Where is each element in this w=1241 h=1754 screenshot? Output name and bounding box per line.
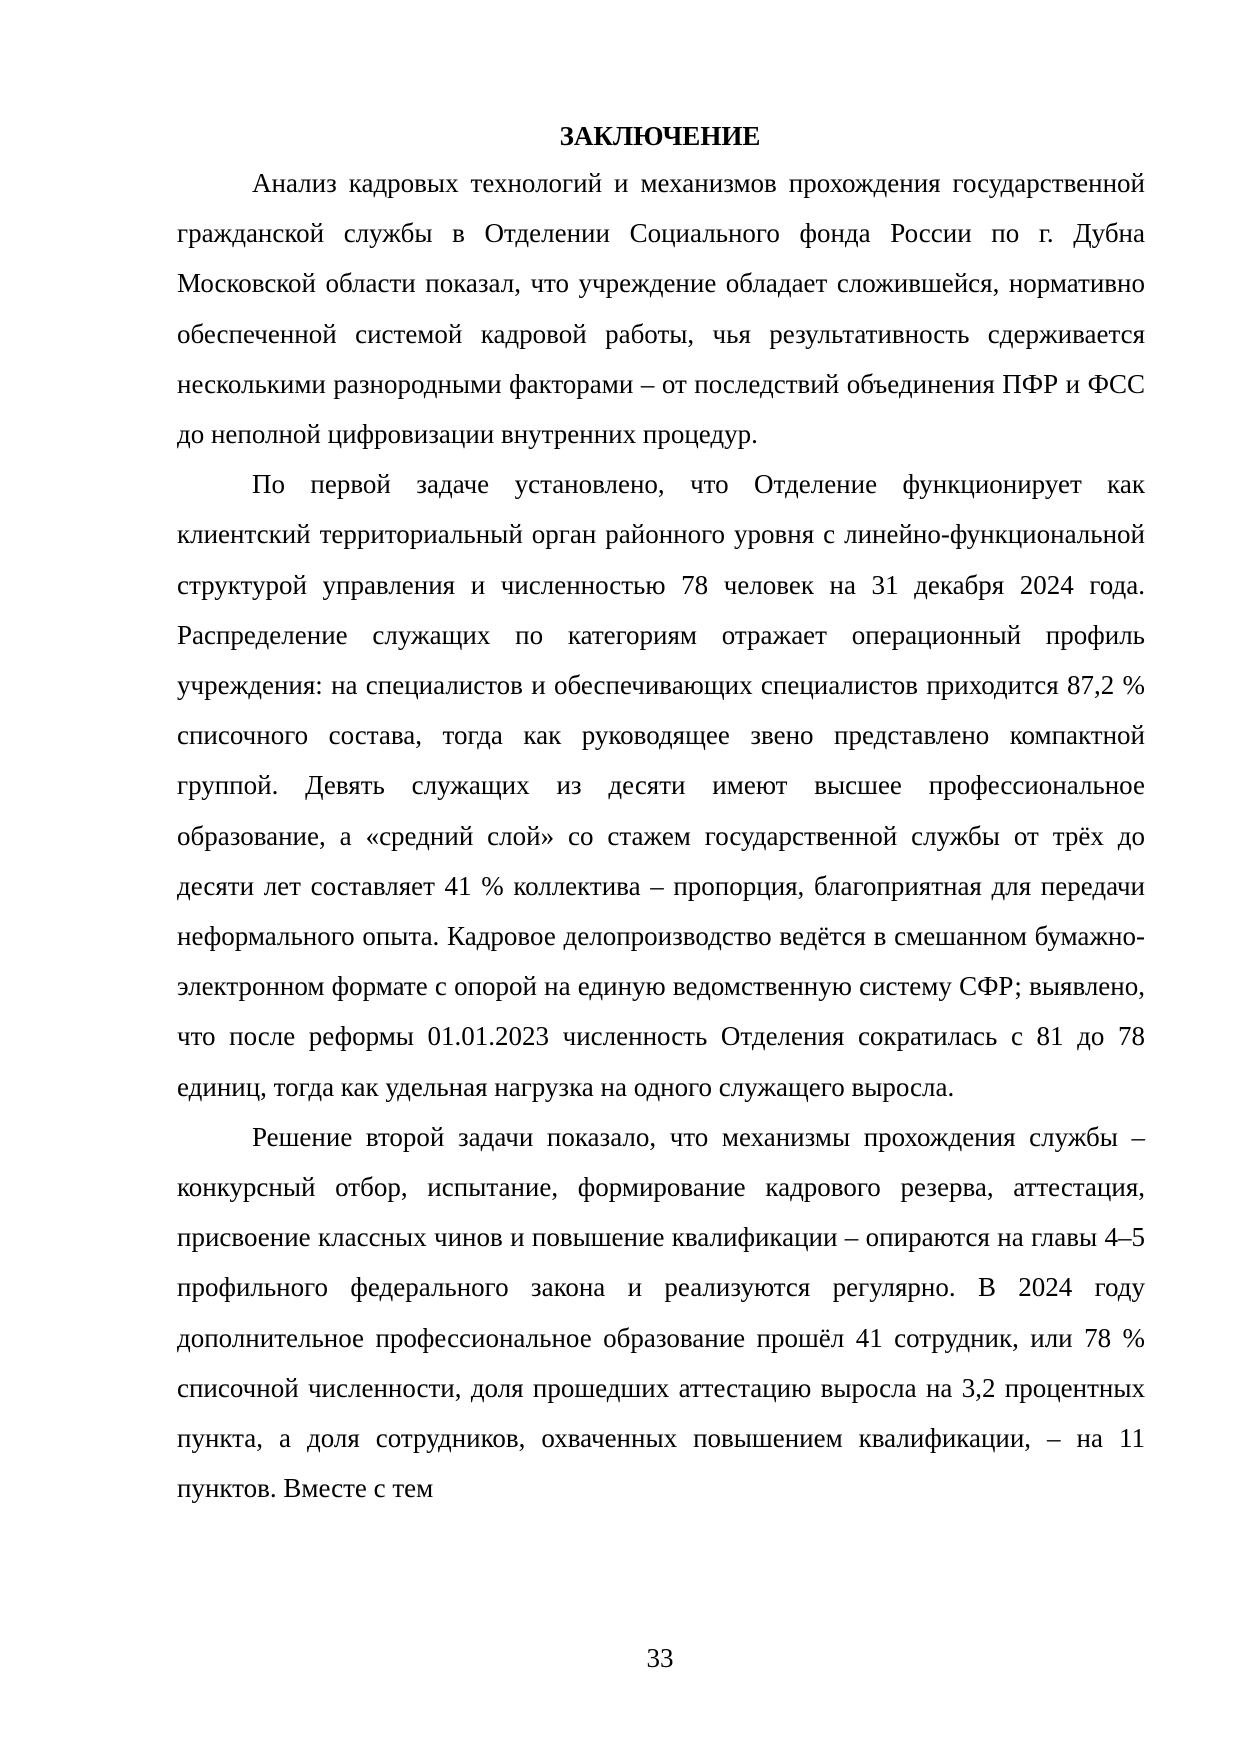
paragraph-first-task: По первой задаче установлено, что Отделение функционирует как клиентский территориальный орган районного уровня с линейно-функциональной структурой управления и численностью 78 человек на 31 декабря 2024 года. Распределение служащих по категориям отражает операционный профиль учреждения: на специалистов и обеспечивающих специалистов приходится 87,2 % списочного состава, тогда как руководящее звено представлено компактной группой. Девять служащих из десяти имеют высшее профессиональное образование, а «средний слой» со стажем государственной службы от трёх до десяти лет составляет 41 % коллектива – пропорция, благоприятная для передачи неформального опыта. Кадровое делопроизводство ведётся в смешанном бумажно-электронном формате с опорой на единую ведомственную систему СФР; выявлено, что после реформы 01.01.2023 численность Отделения сократилась с 81 до 78 единиц, тогда как удельная нагрузка на одного служащего выросла. bbox=[177, 469, 1145, 1102]
page-title: ЗАКЛЮЧЕНИЕ bbox=[559, 121, 761, 151]
paragraph-analysis: Анализ кадровых технологий и механизмов прохождения государственной гражданской службы в Отделении Социального фонда России по г. Дубна Московской области показал, что учреждение обладает сложившейся, нормативно обеспеченной системой кадровой работы, чья результативность сдерживается несколькими разнородными факторами – от последствий объединения ПФР и ФСС до неполной цифровизации внутренних процедур. bbox=[177, 168, 1145, 450]
document-body bbox=[177, 158, 1145, 1513]
paragraph-second-task: Решение второй задачи показало, что механизмы прохождения службы – конкурсный отбор, испытание, формирование кадрового резерва, аттестация, присвоение классных чинов и повышение квалификации – опираются на главы 4–5 профильного федерального закона и реализуются регулярно. В 2024 году дополнительное профессиональное образование прошёл 41 сотрудник, или 78 % списочной численности, доля прошедших аттестацию выросла на 3,2 процентных пункта, а доля сотрудников, охваченных повышением квалификации, – на 11 пунктов. Вместе с тем bbox=[177, 1121, 1145, 1504]
page-number: 33 bbox=[646, 1643, 674, 1673]
